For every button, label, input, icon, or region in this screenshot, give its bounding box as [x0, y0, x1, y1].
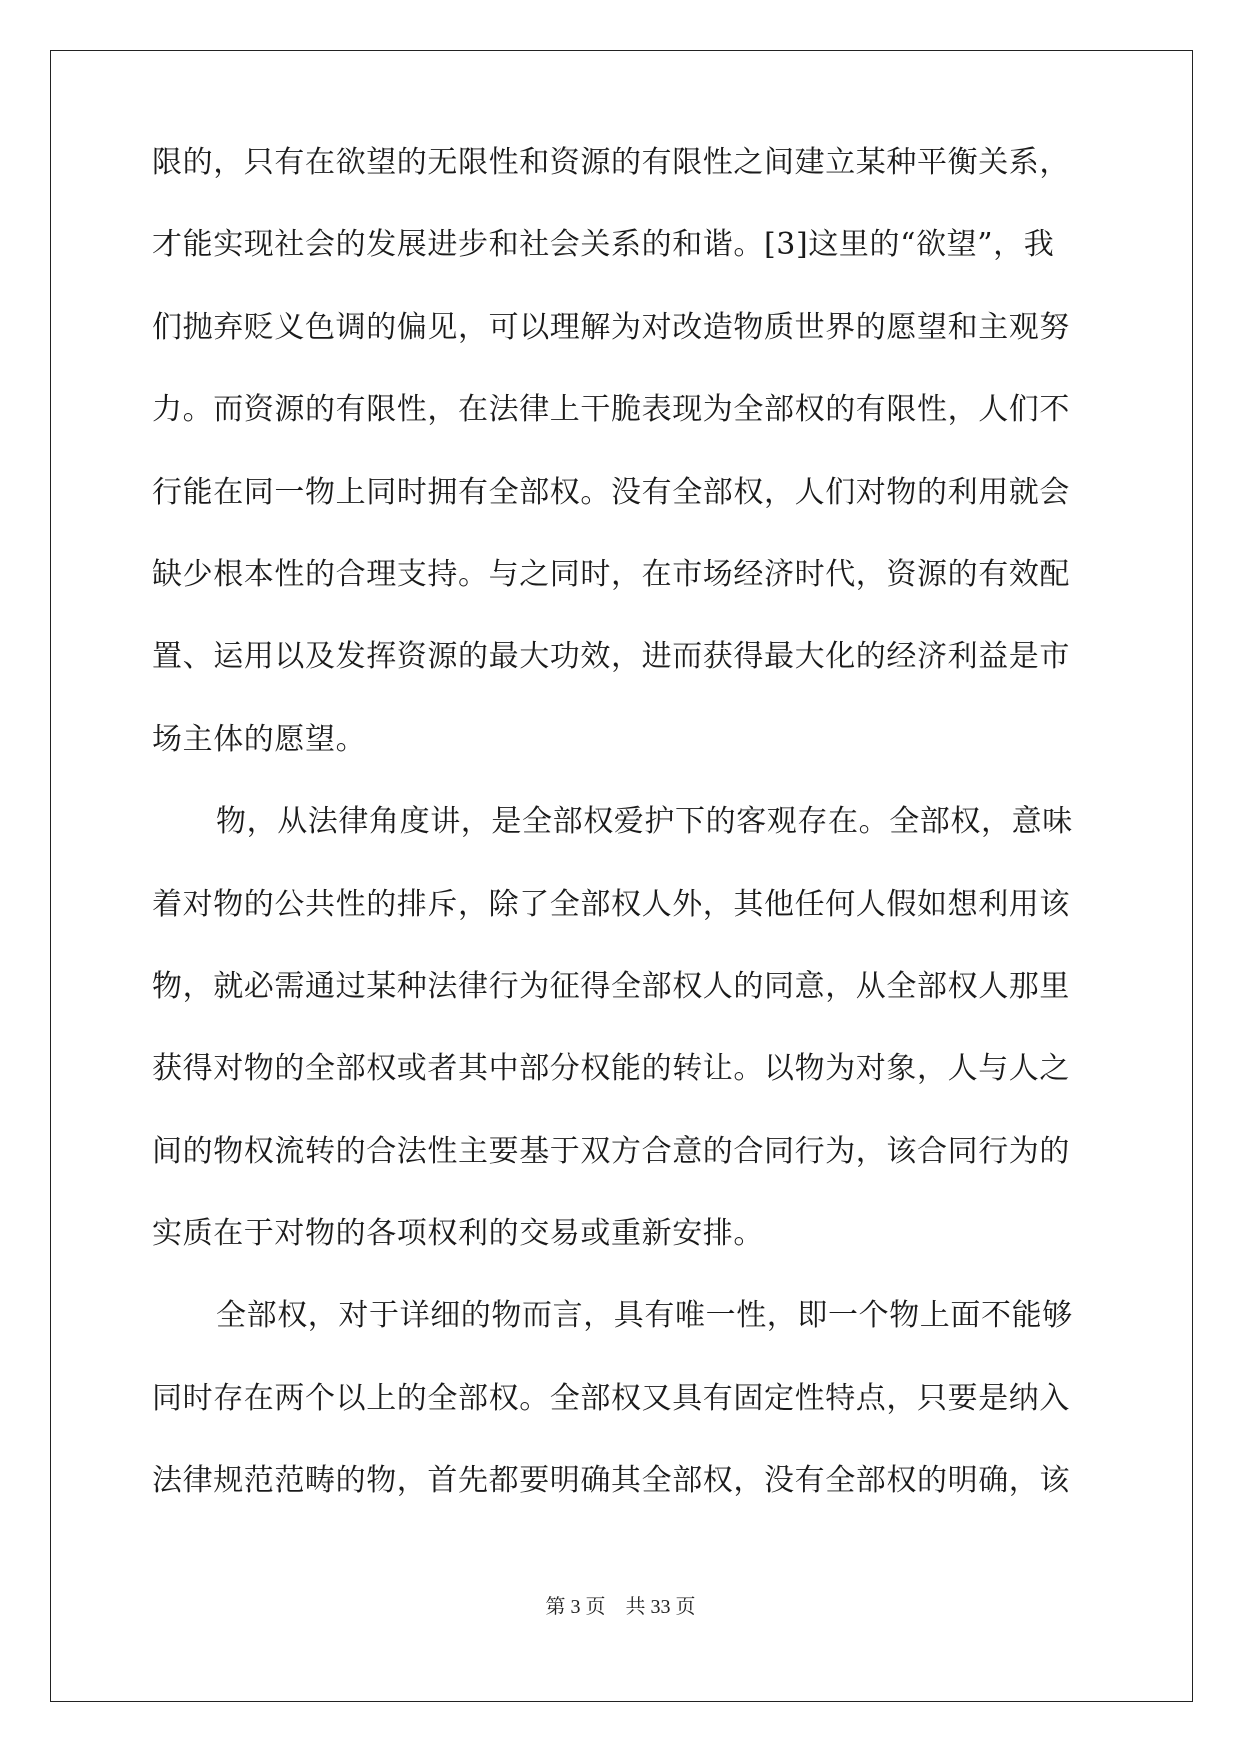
- text-line: 置、运用以及发挥资源的最大功效，进而获得最大化的经济利益是市: [152, 639, 1070, 675]
- text-line: 同时存在两个以上的全部权。全部权又具有固定性特点，只要是纳入: [152, 1380, 1070, 1416]
- text-line: 行能在同一物上同时拥有全部权。没有全部权，人们对物的利用就会: [152, 474, 1070, 510]
- text-line: 物，就必需通过某种法律行为征得全部权人的同意，从全部权人那里: [152, 968, 1070, 1004]
- page-number-label: 第 3 页 共 33 页: [545, 1596, 696, 1618]
- text-line: 们抛弃贬义色调的偏见，可以理解为对改造物质世界的愿望和主观努: [152, 309, 1070, 345]
- text-line: 才能实现社会的发展进步和社会关系的和谐。[3]这里的“欲望”，我: [152, 227, 1055, 263]
- text-line: 获得对物的全部权或者其中部分权能的转让。以物为对象，人与人之: [152, 1051, 1070, 1087]
- text-line: 法律规范范畴的物，首先都要明确其全部权，没有全部权的明确，该: [152, 1463, 1070, 1499]
- document-body: [152, 122, 1088, 1523]
- text-line: 间的物权流转的合法性主要基于双方合意的合同行为，该合同行为的: [152, 1133, 1070, 1169]
- text-line: 限的，只有在欲望的无限性和资源的有限性之间建立某种平衡关系，: [152, 145, 1070, 180]
- text-line: 缺少根本性的合理支持。与之同时，在市场经济时代，资源的有效配: [152, 556, 1070, 592]
- text-line: 力。而资源的有限性，在法律上干脆表现为全部权的有限性，人们不: [152, 392, 1070, 428]
- paragraph-first-line: 物，从法律角度讲，是全部权爱护下的客观存在。全部权，意味: [216, 804, 1073, 840]
- text-line: 实质在于对物的各项权利的交易或重新安排。: [152, 1216, 764, 1252]
- text-line: 着对物的公共性的排斥，除了全部权人外，其他任何人假如想利用该: [152, 886, 1070, 922]
- page-footer: [0, 1590, 1241, 1619]
- paragraph-first-line: 全部权，对于详细的物而言，具有唯一性，即一个物上面不能够: [216, 1298, 1073, 1334]
- text-line: 场主体的愿望。: [152, 721, 367, 757]
